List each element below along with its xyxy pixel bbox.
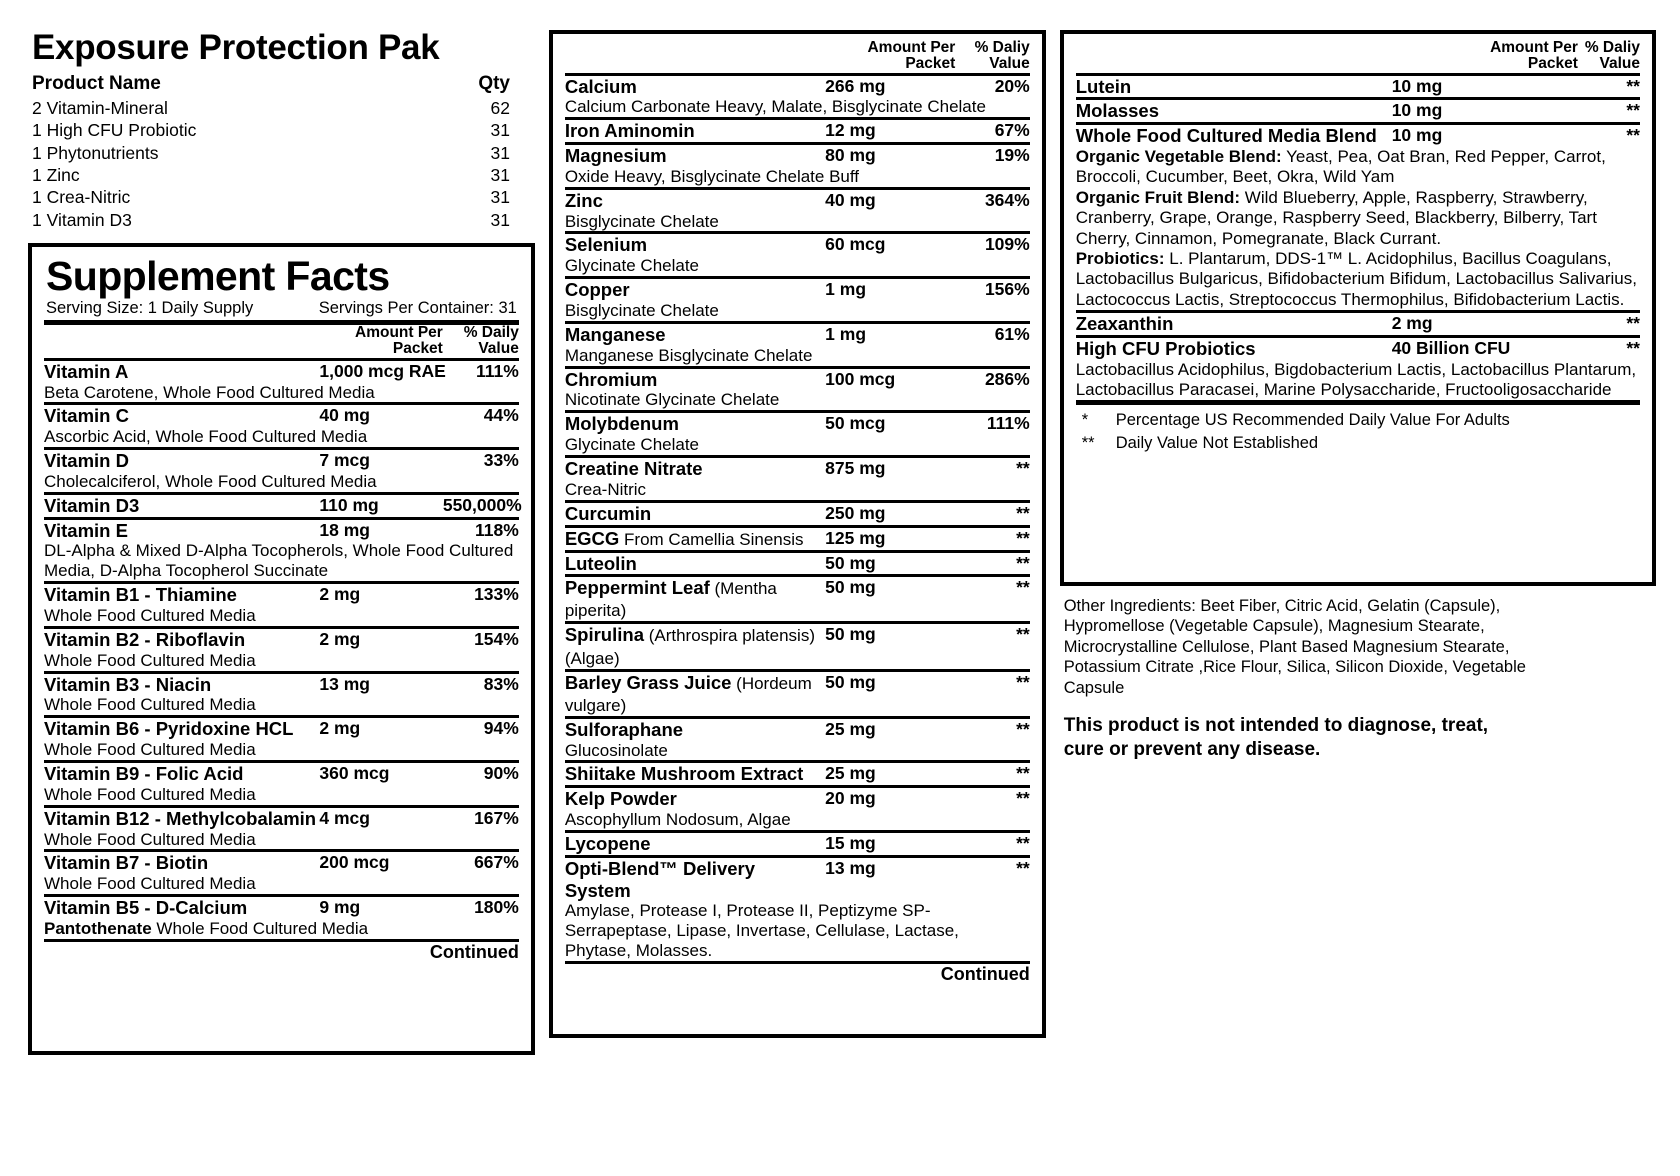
nutrient-name: Vitamin A bbox=[44, 360, 129, 382]
nutrient-name: Curcumin bbox=[564, 502, 652, 524]
table-row bbox=[1076, 74, 1640, 99]
nutrient-amount: 2 mg bbox=[1391, 313, 1433, 334]
nutrient-daily-value: ** bbox=[1016, 527, 1030, 548]
column-header-blank bbox=[565, 40, 825, 74]
table-row bbox=[565, 322, 1030, 345]
nutrient-name: Vitamin B3 - Niacin bbox=[44, 673, 212, 695]
nutrient-name: Molasses bbox=[1075, 100, 1160, 122]
blend-paragraph: Organic Vegetable Blend: Yeast, Pea, Oat Bran, Red Pepper, Carrot, Broccoli, Cucumber, Beet, Okra, Wild Yam bbox=[1075, 147, 1606, 187]
nutrient-daily-value: ** bbox=[1016, 788, 1030, 809]
nutrient-amount: 2 mg bbox=[319, 584, 361, 605]
table-row bbox=[1076, 336, 1640, 359]
nutrient-description: Bisglycinate Chelate bbox=[564, 301, 719, 320]
nutrient-amount: 9 mg bbox=[319, 897, 361, 918]
nutrient-daily-value: 83% bbox=[483, 673, 519, 694]
nutrient-daily-value: 180% bbox=[474, 897, 519, 918]
nutrient-daily-value: ** bbox=[1016, 457, 1030, 478]
nutrient-amount: 50 mcg bbox=[825, 413, 886, 434]
nutrient-name: Lutein bbox=[1075, 75, 1132, 97]
nutrient-table-right bbox=[1076, 40, 1640, 405]
nutrient-daily-value: 61% bbox=[994, 323, 1030, 344]
nutrient-name-source: (Hordeum vulgare) bbox=[564, 673, 812, 715]
nutrient-name: Selenium bbox=[564, 234, 648, 256]
right-column bbox=[1060, 30, 1656, 1156]
table-row bbox=[1076, 99, 1640, 124]
nutrient-name: Zeaxanthin bbox=[1075, 313, 1174, 335]
table-row bbox=[44, 896, 519, 919]
nutrient-name: Whole Food Cultured Media Blend bbox=[1075, 125, 1377, 147]
nutrient-name: Vitamin B12 - Methylcobalamin bbox=[44, 807, 317, 829]
qty-header: Qty bbox=[478, 72, 510, 94]
product-header bbox=[28, 30, 535, 231]
nutrient-name: Spirulina (Arthrospira platensis) (Algae) bbox=[564, 624, 815, 668]
column-header-row bbox=[44, 323, 519, 360]
nutrient-daily-value: ** bbox=[1626, 313, 1640, 334]
nutrient-daily-value: 33% bbox=[483, 450, 519, 471]
footnote-marker: * bbox=[1081, 410, 1089, 429]
nutrient-name: High CFU Probiotics bbox=[1075, 337, 1256, 359]
nutrient-daily-value: 90% bbox=[483, 763, 519, 783]
table-row bbox=[565, 670, 1030, 717]
footnote-row bbox=[1082, 432, 1638, 456]
nutrient-daily-value: ** bbox=[1016, 502, 1030, 523]
footnote-text: Percentage US Recommended Daily Value For Adults bbox=[1115, 410, 1510, 429]
table-row bbox=[565, 623, 1030, 670]
table-row bbox=[1076, 312, 1640, 337]
nutrient-amount: 4 mcg bbox=[319, 807, 370, 828]
product-row-qty: 31 bbox=[490, 164, 510, 185]
nutrient-name: Zinc bbox=[564, 189, 603, 211]
nutrient-daily-value: 118% bbox=[475, 519, 519, 540]
nutrient-daily-value: ** bbox=[1016, 718, 1030, 739]
table-row-description bbox=[565, 167, 1030, 188]
nutrient-amount: 25 mg bbox=[825, 763, 876, 784]
nutrient-amount: 10 mg bbox=[1391, 75, 1443, 96]
nutrient-daily-value: 19% bbox=[994, 145, 1030, 166]
product-row-qty: 62 bbox=[490, 97, 510, 118]
table-row bbox=[565, 762, 1030, 787]
blend-label: Organic Vegetable Blend: bbox=[1075, 147, 1282, 167]
nutrient-amount: 10 mg bbox=[1391, 125, 1443, 146]
nutrient-daily-value: ** bbox=[1626, 125, 1640, 146]
nutrient-name: Molybdenum bbox=[564, 413, 679, 435]
nutrient-amount: 25 mg bbox=[825, 718, 876, 739]
nutrient-amount: 7 mcg bbox=[319, 450, 370, 471]
nutrient-amount: 1 mg bbox=[825, 323, 867, 344]
nutrient-description: Ascophyllum Nodosum, Algae bbox=[564, 810, 791, 830]
nutrient-name: Sulforaphane bbox=[564, 718, 684, 740]
table-row bbox=[1076, 124, 1640, 147]
supplement-facts-panel-left bbox=[28, 243, 535, 1055]
nutrient-amount: 13 mg bbox=[319, 673, 370, 694]
table-row-description bbox=[44, 651, 519, 672]
nutrient-description: Glycinate Chelate bbox=[564, 256, 700, 276]
product-row-qty: 31 bbox=[490, 209, 510, 230]
nutrient-daily-value: 67% bbox=[994, 120, 1030, 141]
nutrient-daily-value: 44% bbox=[483, 405, 519, 426]
nutrient-amount: 40 mg bbox=[825, 189, 876, 210]
product-list-table bbox=[32, 73, 510, 231]
nutrient-name: Chromium bbox=[564, 368, 658, 390]
nutrient-description: DL-Alpha & Mixed D-Alpha Tocopherols, Whole Food Cultured Media, D-Alpha Tocopherol Succinate bbox=[44, 541, 514, 581]
table-row bbox=[44, 762, 519, 785]
table-row bbox=[44, 583, 519, 606]
nutrient-daily-value: 667% bbox=[474, 852, 519, 873]
table-row-description bbox=[565, 212, 1030, 233]
nutrient-description: Whole Food Cultured Media bbox=[44, 606, 256, 626]
nutrient-amount: 40 Billion CFU bbox=[1391, 337, 1511, 358]
nutrient-amount: 875 mg bbox=[825, 457, 886, 478]
footnotes bbox=[1076, 405, 1640, 457]
nutrient-amount: 50 mg bbox=[825, 671, 876, 692]
serving-size: Serving Size: 1 Daily Supply bbox=[46, 299, 254, 318]
nutrient-name: Peppermint Leaf (Mentha piperita) bbox=[564, 577, 777, 621]
nutrient-name: Calcium bbox=[564, 75, 637, 97]
table-row bbox=[565, 119, 1030, 144]
continued-label: Continued bbox=[429, 941, 519, 962]
table-row bbox=[44, 359, 519, 382]
nutrient-description: Whole Food Cultured Media bbox=[44, 829, 256, 849]
nutrient-amount: 15 mg bbox=[825, 832, 876, 853]
nutrient-name: Iron Aminomin bbox=[564, 120, 695, 142]
nutrient-amount: 50 mg bbox=[825, 552, 876, 573]
nutrient-description: Glycinate Chelate bbox=[564, 435, 700, 455]
nutrient-amount: 250 mg bbox=[825, 502, 886, 523]
nutrient-name: Copper bbox=[564, 279, 630, 301]
nutrient-name: Vitamin B9 - Folic Acid bbox=[44, 763, 244, 784]
percent-daily-value-header: % Daliy Value bbox=[974, 39, 1030, 73]
table-row-description bbox=[44, 427, 519, 448]
supplement-facts-panel-middle bbox=[549, 30, 1046, 1038]
table-row-description bbox=[565, 301, 1030, 322]
nutrient-amount: 2 mg bbox=[319, 628, 361, 649]
table-row-description bbox=[44, 874, 519, 895]
nutrient-amount: 20 mg bbox=[825, 788, 876, 809]
nutrient-name: Shiitake Mushroom Extract bbox=[564, 763, 804, 785]
nutrient-amount: 50 mg bbox=[825, 577, 876, 598]
product-row-name: 1 Vitamin D3 bbox=[32, 209, 132, 230]
amount-per-packet-header: Amount Per Packet bbox=[867, 39, 956, 73]
amount-per-packet-header: Amount Per Packet bbox=[1490, 39, 1578, 73]
product-row-name: 1 Crea-Nitric bbox=[32, 187, 131, 208]
serving-info-row bbox=[44, 299, 519, 320]
table-row-description bbox=[44, 919, 519, 940]
nutrient-daily-value: 167% bbox=[474, 807, 519, 828]
blend-label: Organic Fruit Blend: bbox=[1075, 187, 1241, 207]
nutrient-description: Crea-Nitric bbox=[564, 479, 647, 499]
nutrient-daily-value: 94% bbox=[483, 718, 519, 739]
footnote-marker: ** bbox=[1081, 434, 1095, 453]
table-row bbox=[44, 449, 519, 472]
continued-row-left bbox=[44, 940, 519, 963]
nutrient-daily-value: 109% bbox=[984, 234, 1030, 255]
nutrient-amount: 360 mcg bbox=[319, 763, 390, 783]
table-row bbox=[565, 233, 1030, 256]
blend-details bbox=[1076, 147, 1640, 312]
table-row bbox=[565, 551, 1030, 576]
nutrient-description: Cholecalciferol, Whole Food Cultured Media bbox=[44, 471, 377, 491]
nutrient-name: Magnesium bbox=[564, 145, 667, 167]
table-row-description bbox=[565, 480, 1030, 501]
nutrient-table-left bbox=[44, 320, 522, 963]
nutrient-description: Whole Food Cultured Media bbox=[44, 740, 256, 760]
nutrient-name: Creatine Nitrate bbox=[564, 457, 703, 479]
table-row bbox=[44, 627, 519, 650]
nutrient-name: Luteolin bbox=[564, 552, 637, 574]
page-title: Exposure Protection Pak bbox=[32, 28, 440, 67]
nutrient-name: Kelp Powder bbox=[564, 788, 677, 810]
nutrient-description: Whole Food Cultured Media bbox=[44, 650, 256, 670]
nutrient-amount: 1 mg bbox=[825, 279, 867, 300]
nutrient-name: Vitamin B6 - Pyridoxine HCL bbox=[44, 718, 294, 740]
nutrient-daily-value: ** bbox=[1016, 577, 1030, 598]
table-row-description bbox=[44, 383, 519, 404]
nutrient-description: Bisglycinate Chelate bbox=[564, 211, 719, 231]
nutrient-daily-value: 20% bbox=[994, 75, 1030, 96]
nutrient-description: Amylase, Protease I, Protease II, Peptizyme SP-Serrapeptase, Lipase, Invertase, Cellulase, Lactase, Phytase, Molasses. bbox=[564, 901, 959, 961]
nutrient-amount: 1,000 mcg RAE bbox=[319, 360, 446, 381]
column-header-blank bbox=[1076, 40, 1392, 74]
nutrient-daily-value: 364% bbox=[984, 189, 1030, 210]
product-row-name: 1 High CFU Probiotic bbox=[32, 120, 197, 141]
table-row-description bbox=[565, 810, 1030, 831]
nutrient-name: Barley Grass Juice (Hordeum vulgare) bbox=[564, 671, 812, 715]
nutrient-daily-value: ** bbox=[1626, 100, 1640, 121]
nutrient-description: Whole Food Cultured Media bbox=[44, 874, 256, 894]
table-row bbox=[565, 278, 1030, 301]
table-row bbox=[44, 806, 519, 829]
left-column bbox=[28, 30, 535, 1156]
blend-paragraph: Organic Fruit Blend: Wild Blueberry, Apple, Raspberry, Strawberry, Cranberry, Grape, Orange, Raspberry Seed, Blackberry, Bilberry, Tart Cherry, Cinnamon, Pomegranate, Black Currant. bbox=[1075, 187, 1597, 248]
column-header-row bbox=[565, 40, 1030, 74]
nutrient-description: Pantothenate Whole Food Cultured Media bbox=[44, 918, 369, 938]
table-row bbox=[565, 188, 1030, 211]
nutrient-description: Nicotinate Glycinate Chelate bbox=[564, 390, 780, 410]
nutrient-amount: 266 mg bbox=[825, 75, 886, 96]
nutrient-amount: 13 mg bbox=[825, 857, 876, 878]
nutrient-name: Opti-Blend™ Delivery System bbox=[564, 857, 756, 901]
table-row-description bbox=[44, 606, 519, 627]
supplement-facts-panel-right bbox=[1060, 30, 1656, 586]
nutrient-amount: 10 mg bbox=[1391, 100, 1443, 121]
table-row bbox=[565, 456, 1030, 479]
table-row-description bbox=[565, 97, 1030, 118]
nutrient-name: EGCG From Camellia Sinensis bbox=[564, 527, 804, 549]
nutrient-description: Whole Food Cultured Media bbox=[44, 695, 256, 715]
nutrient-daily-value: 154% bbox=[474, 628, 519, 649]
nutrient-amount: 60 mcg bbox=[825, 234, 886, 255]
nutrient-daily-value: 156% bbox=[984, 279, 1030, 300]
table-row bbox=[565, 526, 1030, 551]
nutrient-daily-value: 286% bbox=[984, 368, 1030, 389]
table-row bbox=[565, 412, 1030, 435]
nutrient-amount: 2 mg bbox=[319, 718, 361, 739]
nutrient-table-middle bbox=[565, 40, 1030, 985]
nutrient-name: Vitamin D3 bbox=[44, 494, 140, 516]
nutrient-amount: 125 mg bbox=[825, 527, 886, 548]
nutrient-daily-value: ** bbox=[1016, 624, 1030, 645]
product-row bbox=[32, 142, 510, 164]
table-row bbox=[565, 717, 1030, 740]
column-header-row bbox=[1076, 40, 1640, 74]
table-row bbox=[565, 501, 1030, 526]
table-row-description bbox=[565, 346, 1030, 367]
nutrient-description: Manganese Bisglycinate Chelate bbox=[564, 345, 813, 365]
product-row bbox=[32, 97, 510, 119]
product-row-name: 2 Vitamin-Mineral bbox=[32, 97, 168, 118]
product-row bbox=[32, 209, 510, 231]
blend-details-row bbox=[1076, 147, 1640, 312]
product-name-header: Product Name bbox=[32, 72, 161, 94]
table-row-description bbox=[44, 541, 519, 582]
nutrient-daily-value: ** bbox=[1016, 832, 1030, 853]
column-header-blank bbox=[44, 323, 319, 360]
percent-daily-value-header: % Daliy Value bbox=[1584, 39, 1640, 73]
product-row bbox=[32, 119, 510, 141]
table-row-description bbox=[1076, 360, 1640, 402]
other-ingredients-text: Other Ingredients: Beet Fiber, Citric Acid, Gelatin (Capsule), Hypromellose (Vegetable Capsule), Magnesium Stearate, Microcrystalline Cellulose, Plant Based Magnesium Stearate, Potassium Citrate ,Rice Flour, Silica, Silicon Dioxide, Vegetable Capsule bbox=[1063, 597, 1526, 697]
nutrient-description: Lactobacillus Acidophilus, Bigdobacterium Lactis, Lactobacillus Plantarum, Lactobacillus Paracasei, Marine Polysaccharide, Fructooligosaccharide bbox=[1075, 359, 1637, 399]
nutrient-description: Glucosinolate bbox=[564, 740, 668, 760]
nutrient-name-source: From Camellia Sinensis bbox=[619, 529, 804, 549]
footnote-text: Daily Value Not Established bbox=[1115, 434, 1319, 453]
table-row-description bbox=[565, 435, 1030, 456]
nutrient-amount: 110 mg bbox=[319, 494, 379, 515]
nutrient-amount: 50 mg bbox=[825, 624, 876, 645]
product-row-qty: 31 bbox=[490, 142, 510, 163]
nutrient-description: Oxide Heavy, Bisglycinate Chelate Buff bbox=[564, 166, 860, 186]
nutrient-daily-value: 111% bbox=[986, 413, 1030, 434]
table-row bbox=[565, 74, 1030, 97]
footnote-row bbox=[1082, 409, 1638, 433]
nutrient-name: Vitamin E bbox=[44, 519, 128, 541]
table-row bbox=[44, 518, 519, 541]
nutrient-description: Whole Food Cultured Media bbox=[44, 784, 256, 804]
nutrient-daily-value: ** bbox=[1016, 763, 1030, 784]
nutrient-name-continuation: Pantothenate bbox=[44, 918, 152, 938]
nutrient-name-source: (Arthrospira platensis) (Algae) bbox=[564, 626, 815, 668]
table-row-description bbox=[565, 256, 1030, 277]
servings-per-container: Servings Per Container: 31 bbox=[318, 299, 517, 318]
nutrient-name-source: (Mentha piperita) bbox=[564, 579, 777, 621]
percent-daily-value-header: % Daily Value bbox=[463, 324, 519, 358]
nutrient-daily-value: 111% bbox=[476, 360, 519, 381]
nutrient-daily-value: ** bbox=[1016, 857, 1030, 878]
nutrient-name: Vitamin C bbox=[44, 405, 129, 427]
table-row bbox=[565, 856, 1030, 901]
table-row-description bbox=[44, 830, 519, 851]
nutrient-name: Lycopene bbox=[564, 832, 651, 854]
nutrient-name: Vitamin B2 - Riboflavin bbox=[44, 628, 246, 650]
nutrient-daily-value: ** bbox=[1016, 552, 1030, 573]
nutrient-name: Vitamin D bbox=[44, 450, 129, 472]
nutrient-daily-value: 133% bbox=[474, 584, 519, 605]
table-row-description bbox=[565, 390, 1030, 411]
table-row bbox=[44, 717, 519, 740]
product-row-name: 1 Zinc bbox=[32, 164, 80, 185]
table-row bbox=[44, 493, 519, 518]
table-row-description bbox=[565, 901, 1030, 962]
nutrient-daily-value: ** bbox=[1626, 75, 1640, 96]
nutrient-name: Vitamin B1 - Thiamine bbox=[44, 584, 237, 606]
nutrient-daily-value: ** bbox=[1016, 671, 1030, 692]
nutrient-name: Manganese bbox=[564, 323, 666, 345]
product-row bbox=[32, 186, 510, 208]
amount-per-packet-header: Amount Per Packet bbox=[355, 324, 443, 358]
table-row bbox=[565, 787, 1030, 810]
middle-column bbox=[549, 30, 1046, 1156]
table-row bbox=[44, 672, 519, 695]
table-row bbox=[565, 576, 1030, 623]
product-row-name: 1 Phytonutrients bbox=[32, 142, 159, 163]
nutrient-name: Vitamin B5 - D-Calcium bbox=[44, 897, 248, 919]
nutrient-description: Beta Carotene, Whole Food Cultured Media bbox=[44, 382, 375, 402]
nutrient-amount: 100 mcg bbox=[825, 368, 896, 389]
nutrient-amount: 80 mg bbox=[825, 145, 876, 166]
blend-label: Probiotics: bbox=[1075, 248, 1165, 268]
product-table-header-row bbox=[32, 73, 510, 97]
nutrient-amount: 12 mg bbox=[825, 120, 876, 141]
fda-disclaimer-text: This product is not intended to diagnose, treat, cure or prevent any disease. bbox=[1063, 715, 1489, 761]
continued-label: Continued bbox=[940, 964, 1030, 985]
supplement-facts-title: Supplement Facts bbox=[46, 253, 390, 300]
nutrient-description: Ascorbic Acid, Whole Food Cultured Media bbox=[44, 427, 368, 447]
nutrient-name: Vitamin B7 - Biotin bbox=[44, 852, 209, 874]
table-row-description bbox=[44, 472, 519, 493]
table-row bbox=[44, 404, 519, 427]
table-row-description bbox=[565, 741, 1030, 762]
nutrient-daily-value: ** bbox=[1626, 337, 1640, 358]
table-row bbox=[44, 851, 519, 874]
table-row-description bbox=[44, 785, 519, 806]
table-row-description bbox=[44, 740, 519, 761]
blend-paragraph: Probiotics: L. Plantarum, DDS-1™ L. Acidophilus, Bacillus Coagulans, Lactobacillus Bulgaricus, Bifidobacterium Bifidum, Lactobacillus Salivarius, Lactococcus Lactis, Streptococcus Thermophilus, Bifidobacterium Lactis. bbox=[1075, 248, 1637, 309]
nutrient-description: Calcium Carbonate Heavy, Malate, Bisglycinate Chelate bbox=[564, 97, 986, 117]
continued-row-middle bbox=[565, 963, 1030, 986]
product-row-qty: 31 bbox=[490, 120, 510, 141]
nutrient-amount: 200 mcg bbox=[319, 852, 390, 873]
nutrient-daily-value: 550,000% bbox=[442, 494, 522, 515]
table-row-description bbox=[44, 695, 519, 716]
table-row bbox=[565, 144, 1030, 167]
nutrient-amount: 18 mg bbox=[319, 519, 370, 540]
product-row-qty: 31 bbox=[490, 187, 510, 208]
nutrient-amount: 40 mg bbox=[319, 405, 370, 426]
table-row bbox=[565, 831, 1030, 856]
product-row bbox=[32, 164, 510, 186]
table-row bbox=[565, 367, 1030, 390]
